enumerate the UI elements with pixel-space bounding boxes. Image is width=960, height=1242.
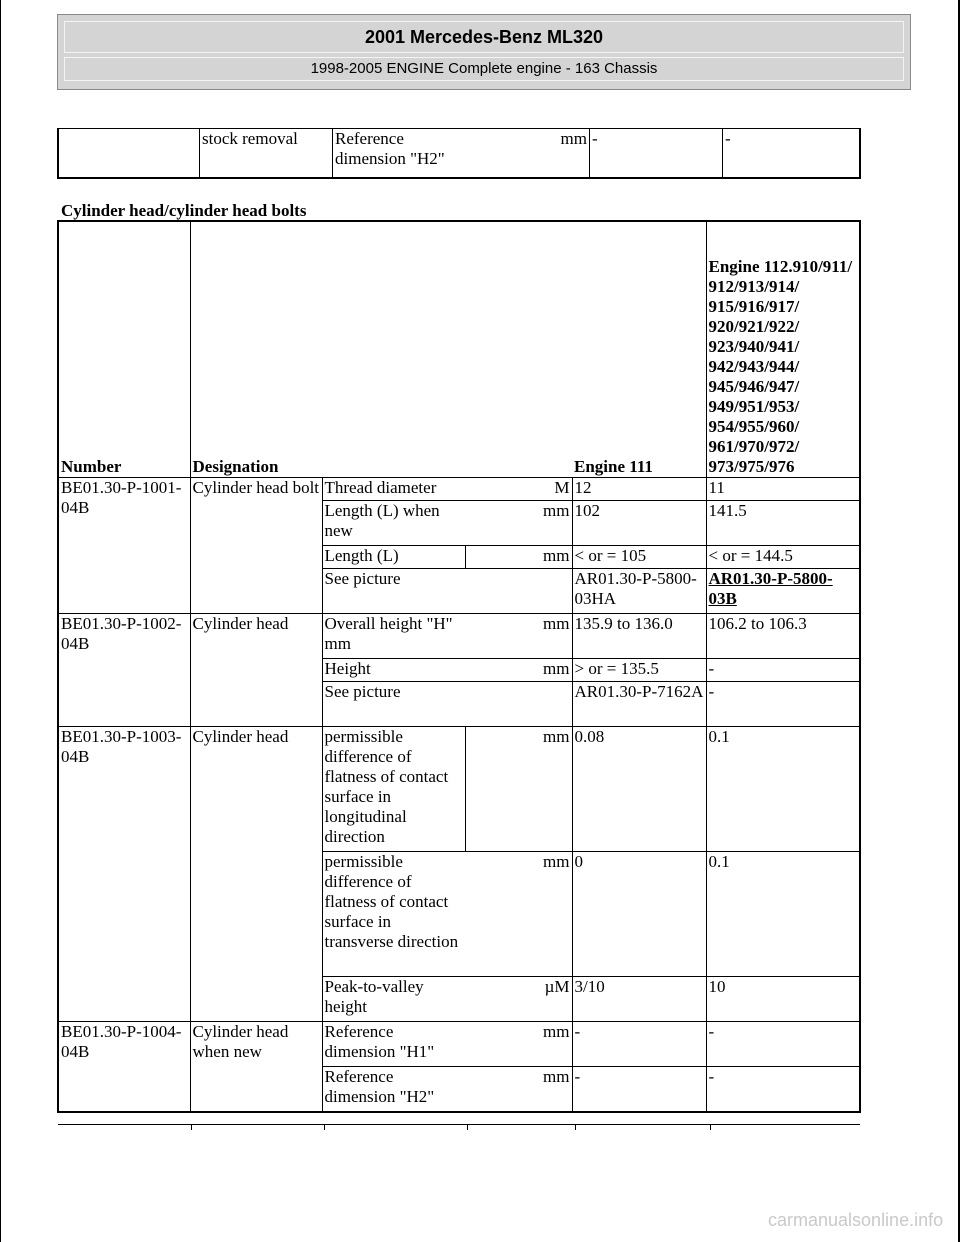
cell-unit: mm [465,501,572,546]
cell-number: BE01.30-P-1004-04B [58,1022,190,1113]
table-row [58,478,860,501]
empty-cell [58,129,200,179]
cell-spec: Length (L) [322,546,465,569]
cell-engine112: 0.1 [706,852,860,977]
cell-designation: Cylinder head bolt [190,478,322,614]
table-continuation-line [58,1124,860,1125]
cell-engine111: - [590,129,723,179]
cell-spec: permissible difference of flatness of contact surface in transverse direction [322,852,465,977]
section-title: Cylinder head/cylinder head bolts [61,201,307,220]
cell-spec: permissible difference of flatness of contact surface in longitudinal direction [322,727,465,852]
cell-spec: Reference dimension "H2" [322,1067,465,1113]
cell-engine112: 106.2 to 106.3 [706,614,860,659]
picture-link[interactable]: AR01.30-P-5800-03B [708,569,833,608]
cell-engine112: - [706,1067,860,1113]
column-header-engine111: Engine 111 [572,221,706,478]
table-row [58,1022,860,1067]
cell-number: BE01.30-P-1003-04B [58,727,190,1022]
cell-engine112: - [706,682,860,727]
column-header-engine112: Engine 112.910/911/ 912/913/914/ 915/916/917/ 920/921/922/ 923/940/941/ 942/943/944/ 945/946/947/ 949/951/953/ 954/955/960/ 961/970/972/ 973/975/976 [706,221,860,478]
cell-spec: Reference dimension "H2" [333,129,478,179]
cell-unit: mm [465,1067,572,1113]
cell-spec: Length (L) when new [322,501,465,546]
cell-engine111: 12 [572,478,706,501]
cell-number: BE01.30-P-1002-04B [58,614,190,727]
cell-engine111: 102 [572,501,706,546]
cell-unit: mm [465,546,572,569]
cell-engine111: - [572,1022,706,1067]
header-subtitle-box [64,57,904,81]
cell-engine112: 10 [706,977,860,1022]
cell-label: stock removal [200,129,333,179]
cell-engine111: > or = 135.5 [572,659,706,682]
cell-engine112: - [723,129,861,179]
cell-unit: mm [477,129,590,179]
cell-spec: Height [322,659,465,682]
cell-engine112: 11 [706,478,860,501]
table-continuation-tick [191,1124,192,1130]
cell-unit: mm [465,1022,572,1067]
cell-engine112: 0.1 [706,727,860,852]
cell-designation: Cylinder head when new [190,1022,322,1113]
cell-engine112: 141.5 [706,501,860,546]
cell-engine112: - [706,1022,860,1067]
table-continuation-tick [575,1124,576,1130]
cell-engine111: - [572,1067,706,1113]
cylinder-head-spec-table [57,220,861,1113]
page-edge [0,0,1,1242]
cell-engine111: AR01.30-P-7162A [572,682,706,727]
cell-engine111: AR01.30-P-5800-03HA [572,569,706,614]
document-header [57,14,911,90]
cell-unit: µM [465,977,572,1022]
cell-spec: Thread diameter [322,478,465,501]
cell-engine112[interactable] [706,569,860,614]
cell-unit: M [465,478,572,501]
column-header-designation: Designation [190,221,572,478]
continued-spec-table [57,128,861,179]
cell-engine111: 3/10 [572,977,706,1022]
cell-spec: Peak-to-valley height [322,977,465,1022]
table-row [58,614,860,659]
table-header-row [58,221,860,478]
table-continuation-tick [467,1124,468,1130]
table-continuation-tick [710,1124,711,1130]
cell-unit: mm [465,659,572,682]
cell-number: BE01.30-P-1001-04B [58,478,190,614]
cell-unit: mm [465,614,572,659]
cell-designation: Cylinder head [190,727,322,1022]
cell-engine111: 0 [572,852,706,977]
header-title-box [64,21,904,53]
table-row [58,129,860,179]
cell-engine111: 135.9 to 136.0 [572,614,706,659]
cell-unit: mm [465,852,572,977]
cell-engine111: < or = 105 [572,546,706,569]
table-row [58,727,860,852]
cell-unit: mm [465,727,572,852]
cell-designation: Cylinder head [190,614,322,727]
header-subtitle: 1998-2005 ENGINE Complete engine - 163 Chassis [310,60,658,77]
cell-engine112: < or = 144.5 [706,546,860,569]
cell-spec: See picture [322,569,465,614]
table-continuation-tick [324,1124,325,1130]
cell-engine111: 0.08 [572,727,706,852]
cell-unit [465,569,572,614]
header-title: 2001 Mercedes-Benz ML320 [364,27,604,47]
cell-spec: Overall height "H" mm [322,614,465,659]
cell-spec: See picture [322,682,465,727]
cell-unit [465,682,572,727]
cell-engine112: - [706,659,860,682]
cell-spec: Reference dimension "H1" [322,1022,465,1067]
column-header-number: Number [58,221,190,478]
watermark: carmanualsonline.info [768,1210,944,1230]
